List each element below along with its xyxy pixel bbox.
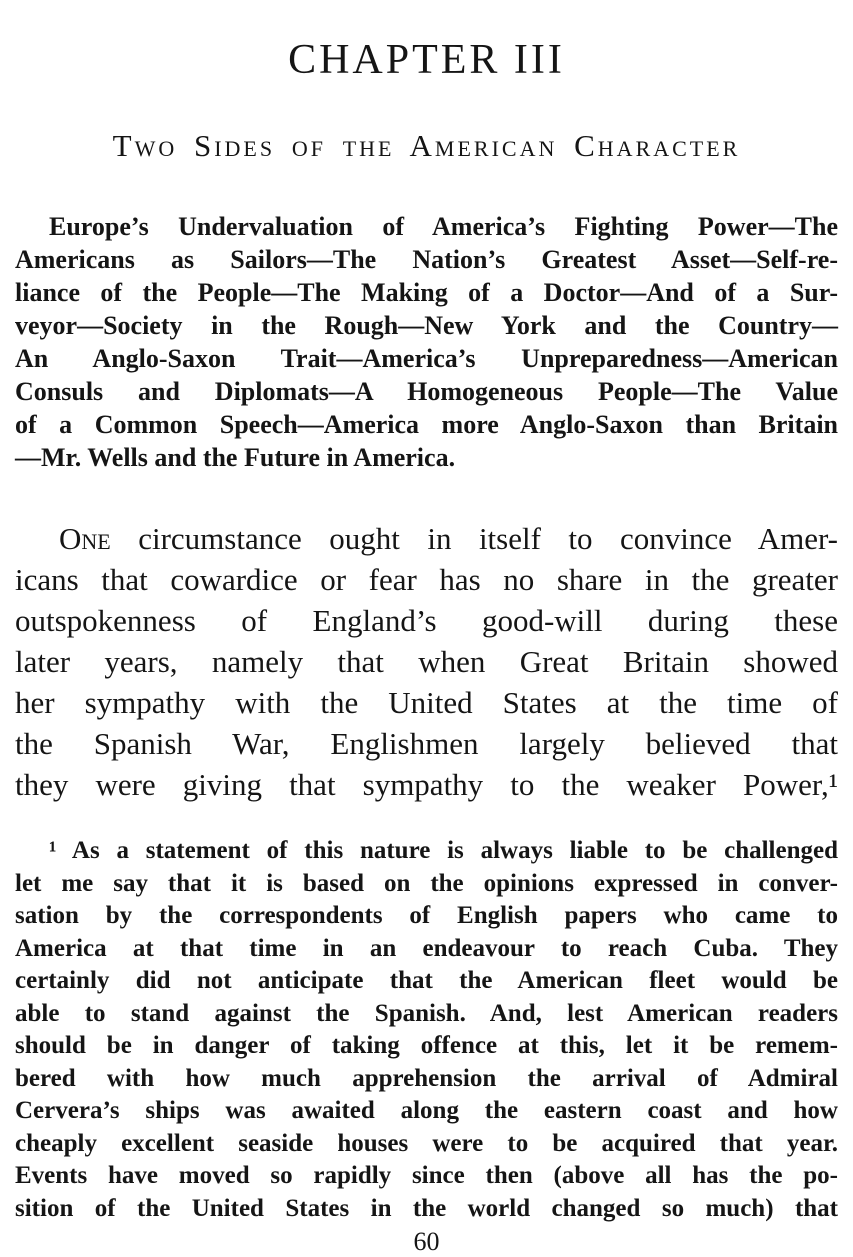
- paragraph-first-line-rest: circumstance ought in itself to convince Amer-: [110, 521, 838, 556]
- text-line: should be in danger of taking offence at this, let it be remem-: [15, 1032, 838, 1059]
- footnote: [15, 835, 838, 1225]
- text-line: able to stand against the Spanish. And, lest American readers: [15, 999, 838, 1027]
- text-line: Europe’s Undervaluation of America’s Fighting Power—The: [49, 212, 838, 241]
- text-line: Cervera’s ships was awaited along the eastern coast and how: [15, 1097, 838, 1124]
- paragraph-first-word: One: [59, 521, 111, 556]
- text-line: her sympathy with the United States at the time of: [15, 685, 838, 720]
- text-line: Consuls and Diplomats—A Homogeneous People—The Value: [15, 377, 838, 406]
- text-line: of a Common Speech—America more Anglo-Saxon than Britain: [15, 410, 838, 439]
- text-line: cheaply excellent seaside houses were to be acquired that year.: [15, 1129, 838, 1157]
- chapter-heading: CHAPTER III: [288, 37, 565, 83]
- text-line: [15, 518, 838, 559]
- text-line: let me say that it is based on the opinions expressed in conver-: [15, 869, 838, 897]
- text-line: sation by the correspondents of English papers who came to: [15, 902, 838, 929]
- text-line: later years, namely that when Great Britain showed: [15, 644, 838, 679]
- text-line: ¹ As a statement of this nature is always liable to be challenged: [49, 837, 838, 864]
- text-line: Americans as Sailors—The Nation’s Greatest Asset—Self-re-: [15, 245, 838, 274]
- text-line: An Anglo-Saxon Trait—America’s Unpreparedness—American: [15, 344, 838, 373]
- chapter-summary: [15, 210, 838, 474]
- text-line: certainly did not anticipate that the American fleet would be: [15, 967, 838, 994]
- text-line: outspokenness of England’s good-will during these: [15, 603, 838, 638]
- text-line: they were giving that sympathy to the weaker Power,¹: [15, 767, 838, 802]
- text-line: sition of the United States in the world changed so much) that: [15, 1194, 838, 1222]
- text-line: icans that cowardice or fear has no share in the greater: [15, 562, 838, 597]
- text-line: —Mr. Wells and the Future in America.: [15, 443, 456, 472]
- text-line: bered with how much apprehension the arrival of Admiral: [15, 1064, 838, 1092]
- text-line: the Spanish War, Englishmen largely believed that: [15, 726, 838, 761]
- text-line: liance of the People—The Making of a Doctor—And of a Sur-: [15, 278, 838, 307]
- chapter-subtitle: Two Sides of the American Character: [112, 128, 741, 163]
- page-number: 60: [413, 1227, 440, 1256]
- text-line: Events have moved so rapidly since then (above all has the po-: [15, 1162, 838, 1189]
- body-paragraph: [15, 518, 838, 805]
- text-line: America at that time in an endeavour to reach Cuba. They: [15, 934, 838, 962]
- text-line: veyor—Society in the Rough—New York and the Country—: [15, 311, 838, 340]
